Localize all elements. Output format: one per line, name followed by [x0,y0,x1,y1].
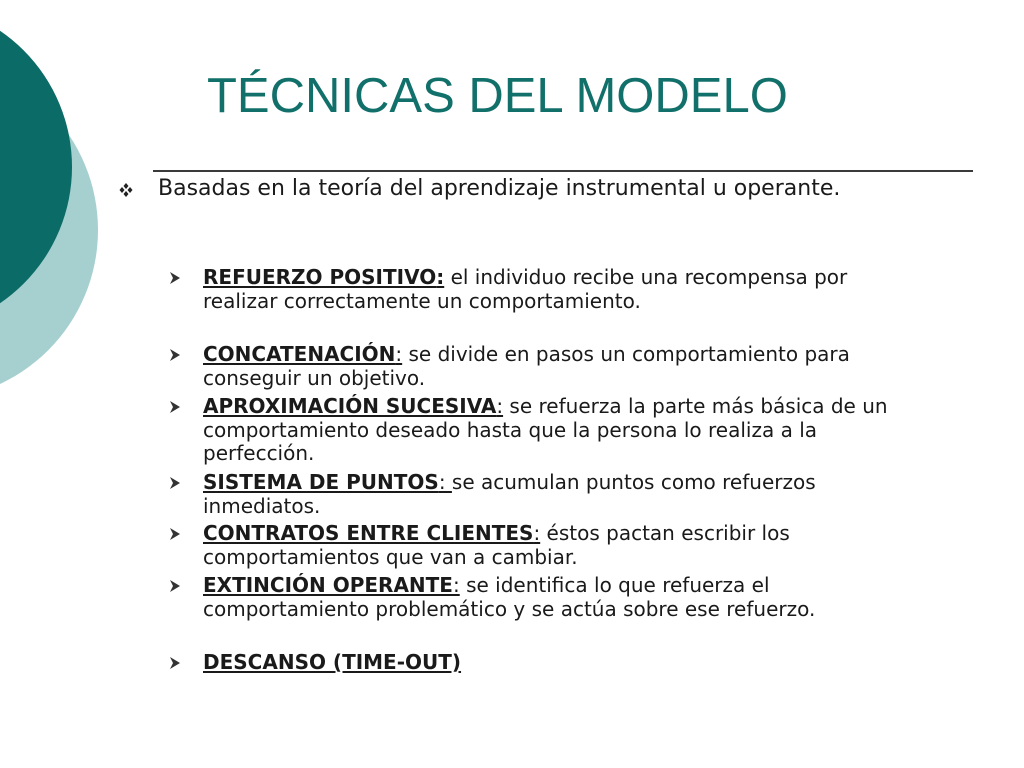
item-term: APROXIMACIÓN SUCESIVA [203,394,497,418]
item-term: CONTRATOS ENTRE CLIENTES [203,521,534,545]
list-item [203,651,923,675]
item-term: REFUERZO POSITIVO [203,265,437,289]
arrowhead-icon [169,477,180,489]
item-term: EXTINCIÓN OPERANTE [203,573,453,597]
item-separator: : [395,342,403,366]
list-item [203,471,923,518]
list-item [203,266,923,313]
item-separator: : [496,394,504,418]
arrowhead-icon [169,349,180,361]
item-separator: : [452,573,460,597]
diamond-cluster-icon [119,183,133,197]
arrowhead-icon [169,401,180,413]
item-description: éstos pactan escribir los comportamientos que van a cambiar. [203,521,790,569]
arrowhead-icon [169,657,180,669]
main-bullet-text: Basadas en la teoría del aprendizaje instrumental u operante. [158,176,841,201]
item-description: el individuo recibe una recompensa por realizar correctamente un comportamiento. [203,265,848,313]
arrowhead-icon [169,528,180,540]
item-separator: : [438,470,452,494]
item-description: se divide en pasos un comportamiento para conseguir un objetivo. [203,342,850,390]
title-divider [153,170,973,172]
list-item [203,343,923,390]
item-description: se refuerza la parte más básica de un comportamiento deseado hasta que la persona lo realiza a la perfección. [203,394,888,465]
item-term: CONCATENACIÓN [203,342,396,366]
item-description: se identifica lo que refuerza el comportamiento problemático y se actúa sobre ese refuerzo. [203,573,816,621]
item-separator: : [533,521,541,545]
slide-title: TÉCNICAS DEL MODELO [207,69,788,123]
item-term: SISTEMA DE PUNTOS [203,470,439,494]
list-item [203,522,923,569]
item-term: DESCANSO (TIME-OUT) [203,650,462,674]
list-item [203,395,923,466]
list-item [203,574,923,621]
arrowhead-icon [169,580,180,592]
item-separator: : [436,265,445,289]
item-description: se acumulan puntos como refuerzos inmediatos. [203,470,816,518]
arrowhead-icon [169,272,180,284]
